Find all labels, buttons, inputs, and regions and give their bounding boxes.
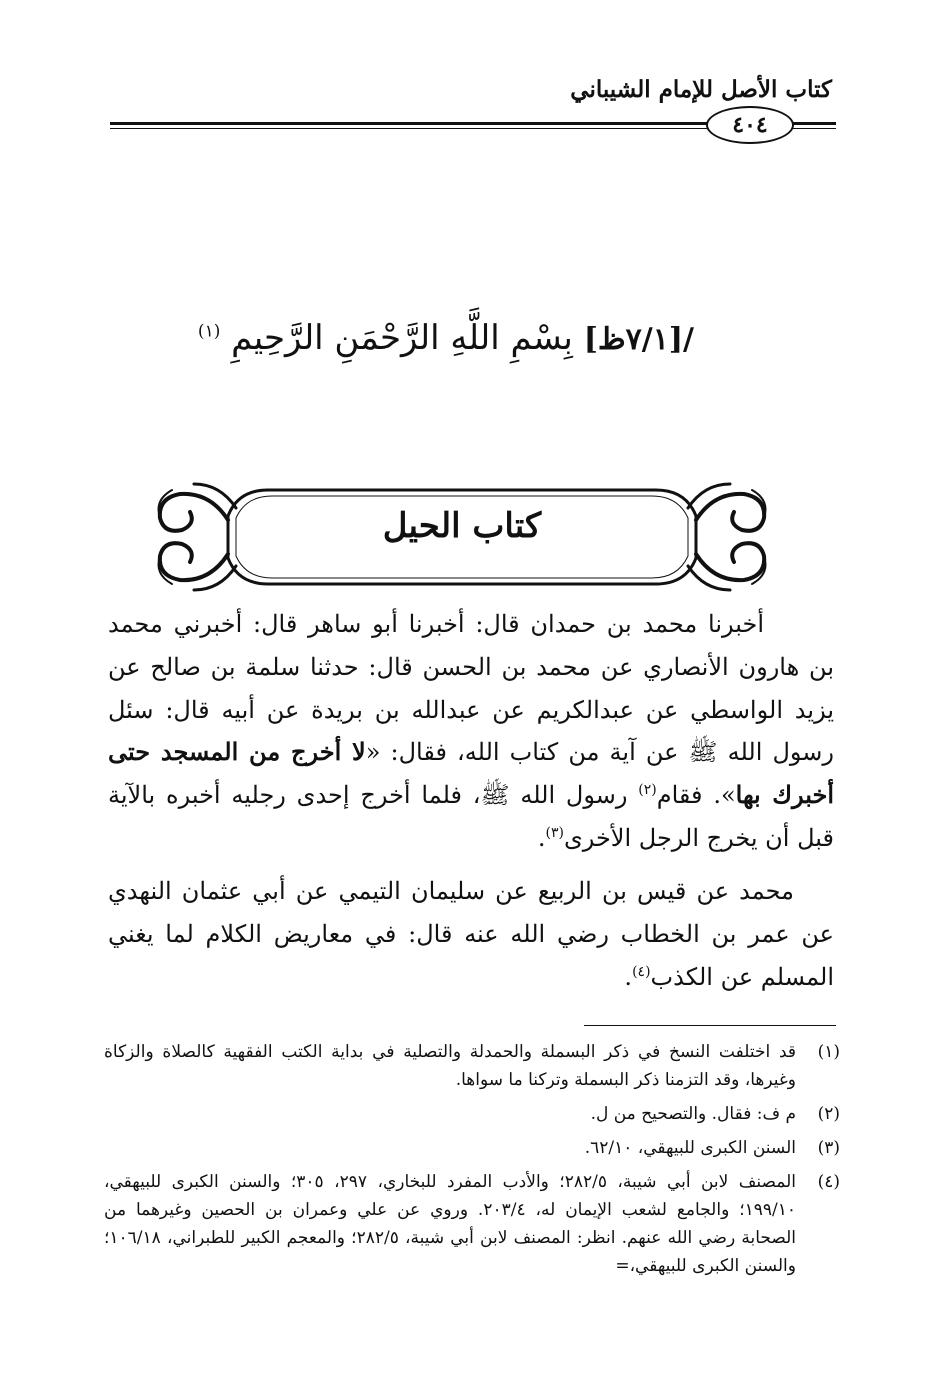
footnote-1 bbox=[104, 1038, 840, 1094]
footnote-number: (٤) bbox=[817, 1172, 840, 1192]
footnote-mark-3: (٣) bbox=[545, 824, 564, 841]
paragraph-text: ». فقام bbox=[656, 781, 736, 810]
footnote-mark-4: (٤) bbox=[632, 963, 651, 980]
basmala-line bbox=[197, 318, 694, 358]
chapter-title-frame bbox=[150, 478, 774, 596]
footnote-3 bbox=[104, 1134, 840, 1162]
footnotes bbox=[104, 1038, 840, 1286]
footnote-text: المصنف لابن أبي شيبة، ٢٨٢/٥؛ والأدب المفرد للبخاري، ٢٩٧، ٣٠٥؛ والسنن الكبرى للبيهقي، ١٩٩/١٠؛ والجامع لشعب الإيمان له، ٢٠٣/٤. وروي عن علي وعمران بن الحصين وغيرهما من الصحابة رضي الله عنهم. انظر: المصنف لابن أبي شيبة، ٢٨٢/٥؛ والمعجم الكبير للطبراني، ١٠٦/١٨؛ والسنن الكبرى للبيهقي،= bbox=[104, 1172, 796, 1276]
hadith-quote-bold: لا أخرج من المسجد حتى أخبرك بها bbox=[108, 737, 834, 810]
paragraph-text: . bbox=[537, 823, 546, 852]
body-paragraph-2 bbox=[108, 870, 834, 998]
footnote-4 bbox=[104, 1168, 840, 1280]
body-paragraph-1 bbox=[108, 603, 834, 860]
page-number-text: ٤٠٤ bbox=[732, 112, 768, 138]
page-number bbox=[706, 106, 794, 144]
footnote-number: (٣) bbox=[817, 1138, 840, 1158]
running-title: كتاب الأصل للإمام الشيباني bbox=[570, 76, 832, 103]
footnote-2 bbox=[104, 1100, 840, 1128]
footnote-separator bbox=[584, 1025, 836, 1026]
chapter-title: كتاب الحيل bbox=[382, 506, 542, 546]
basmala: بِسْمِ اللَّهِ الرَّحْمَنِ الرَّحِيمِ bbox=[231, 318, 573, 358]
paragraph-text: . bbox=[624, 962, 633, 991]
paragraph-text: أخبرنا محمد بن حمدان قال: أخبرنا أبو ساهر قال: أخبرني محمد بن هارون الأنصاري عن محمد بن الحسن قال: حدثنا سلمة بن صالح عن يزيد الواسطي عن عبدالكريم عن عبدالله بن بريدة عن أبيه قال: سئل رسول الله ﷺ عن آية من كتاب الله، فقال: « bbox=[108, 610, 834, 767]
footnote-text: السنن الكبرى للبيهقي، ٦٢/١٠. bbox=[584, 1138, 796, 1158]
footnote-number: (٢) bbox=[817, 1104, 840, 1124]
paragraph-text: محمد عن قيس بن الربيع عن سليمان التيمي عن أبي عثمان النهدي عن عمر بن الخطاب رضي الله عنه قال: في معاريض الكلام لما يغني المسلم عن الكذب bbox=[108, 877, 834, 991]
paragraph-text: رسول الله ﷺ، فلما أخرج إحدى رجليه أخبره بالآية قبل أن يخرج الرجل الأخرى bbox=[108, 781, 834, 852]
footnote-mark-2: (٢) bbox=[638, 782, 657, 799]
footnote-number: (١) bbox=[817, 1042, 840, 1062]
folio-reference: /[٧/١ظ] bbox=[583, 322, 694, 357]
footnote-text: م ف: فقال. والتصحيح من ل. bbox=[590, 1104, 796, 1124]
footnote-text: قد اختلفت النسخ في ذكر البسملة والحمدلة والتصلية في بداية الكتب الفقهية كالصلاة والزكاة وغيرها، وقد التزمنا ذكر البسملة وتركنا ما سواها. bbox=[104, 1042, 796, 1090]
footnote-mark-1: (١) bbox=[197, 321, 221, 342]
